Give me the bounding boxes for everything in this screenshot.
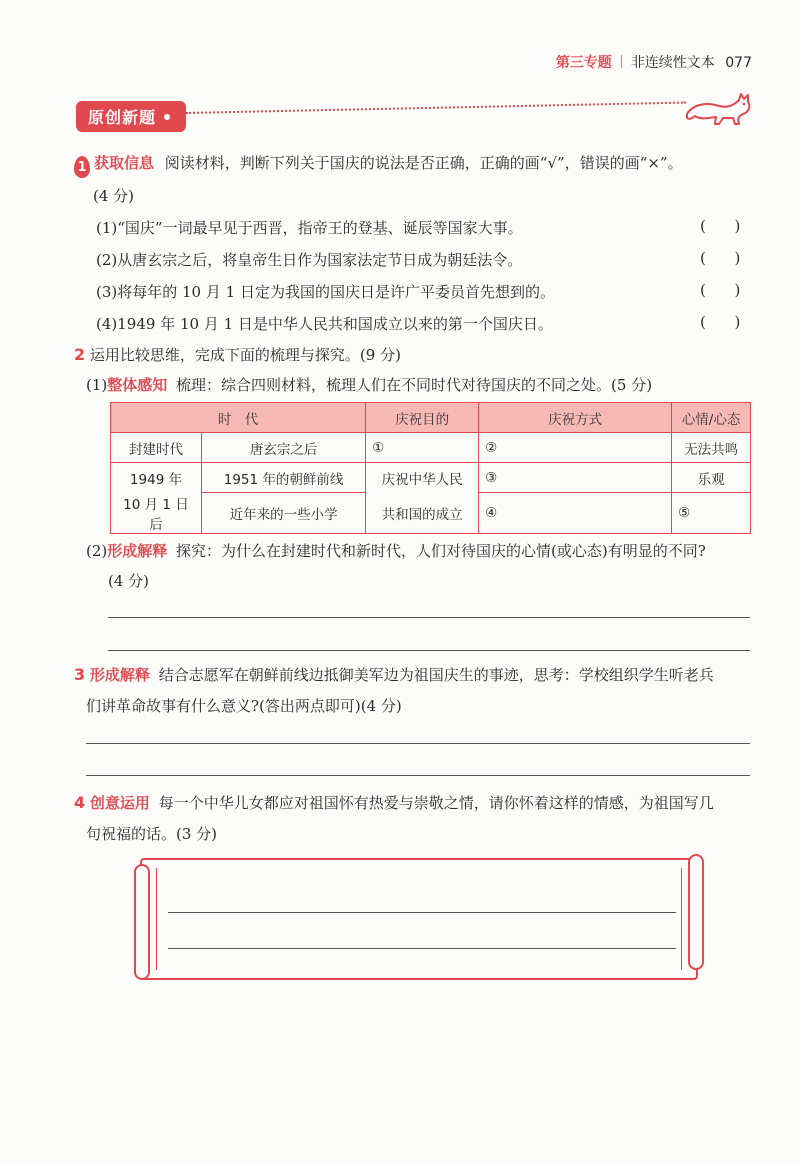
header-purpose: 庆祝目的 [366,403,479,433]
q1-tag: 获取信息 [94,154,155,172]
cell-method-blank[interactable]: ③ [479,463,672,493]
writing-scroll [140,858,698,980]
subject-label: 非连续性文本 [630,55,715,71]
q2-part2-score: (4 分) [108,572,150,590]
cat-icon [683,90,755,130]
q1-item-3: (3)将每年的 10 月 1 日定为我国的国庆日是许广平委员首先想到的。 [96,283,555,301]
q2-part2-prefix: (2) [86,542,108,560]
scroll-left-roll [134,864,150,980]
scroll-body [156,868,682,970]
answer-line[interactable] [86,775,750,776]
q4-line1: 每一个中华儿女都应对祖国怀有热爱与崇敬之情，请你怀着这样的情感，为祖国写几 [158,794,714,812]
q1-score: (4 分) [93,187,135,205]
answer-line[interactable] [86,743,750,744]
banner-dot [164,114,170,120]
q3-line2: 们讲革命故事有什么意义?(答出两点即可)(4 分) [86,697,402,715]
q2-part2-tag: 形成解释 [107,542,168,560]
table-row [111,433,751,463]
q2-stem [74,344,401,365]
banner-label: 原创新题 [88,108,157,127]
cell-era: 10 月 1 日后 [111,493,202,534]
scroll-right-roll [688,854,704,970]
cell-mood: 乐观 [672,463,751,493]
q4-tag: 创意运用 [89,794,150,812]
q2-part1 [86,374,652,395]
cell-purpose: 共和国的成立 [366,493,479,534]
cell-period: 唐玄宗之后 [202,433,366,463]
q1-item-2: (2)从唐玄宗之后，将皇帝生日作为国家法定节日成为朝廷法令。 [96,251,523,269]
cell-period: 近年来的一些小学 [202,493,366,534]
q2-part1-text: 梳理：综合四则材料，梳理人们在不同时代对待国庆的不同之处。(5 分) [176,376,653,394]
q2-number: 2 [74,345,86,364]
page-number: 077 [725,55,752,71]
cell-mood-blank[interactable]: ⑤ [672,493,751,534]
q4-number: 4 [74,793,86,812]
comparison-table [110,402,751,534]
header-divider [621,55,622,68]
q2-part2-text: 探究：为什么在封建时代和新时代，人们对待国庆的心情(或心态)有明显的不同? [176,542,706,560]
q3-number: 3 [74,665,86,684]
cell-method-blank[interactable]: ④ [479,493,672,534]
q4-line2: 句祝福的话。(3 分) [86,825,218,843]
cell-period: 1951 年的朝鲜前线 [202,463,366,493]
section-label: 第三专题 [555,55,612,71]
table-header-row [111,403,751,433]
q1-answer-paren-1[interactable]: ( ) [700,217,741,235]
cell-mood: 无法共鸣 [672,433,751,463]
table-row [111,463,751,493]
q3-line1: 结合志愿军在朝鲜前线边抵御美军边为祖国庆生的事迹，思考：学校组织学生听老兵 [158,666,714,684]
q2-part1-prefix: (1) [86,376,108,394]
q3-tag: 形成解释 [89,666,150,684]
cell-purpose-blank[interactable]: ① [366,433,479,463]
q2-stem-text: 运用比较思维，完成下面的梳理与探究。(9 分) [89,346,401,364]
q1-answer-paren-3[interactable]: ( ) [700,281,741,299]
q4-stem [74,792,714,813]
answer-line[interactable] [168,948,676,949]
cell-purpose: 庆祝中华人民 [366,463,479,493]
q1-number: 1 [74,156,90,178]
header-mood: 心情/心态 [672,403,751,433]
q1-item-4: (4)1949 年 10 月 1 日是中华人民共和国成立以来的第一个国庆日。 [96,315,553,333]
q2-part2 [86,540,706,561]
cell-era: 封建时代 [111,433,202,463]
cell-method-blank[interactable]: ② [479,433,672,463]
table-row [111,493,751,534]
q1-item-1: (1)“国庆”一词最早见于西晋，指帝王的登基、诞辰等国家大事。 [96,219,523,237]
q2-part1-tag: 整体感知 [107,376,168,394]
cell-era: 1949 年 [111,463,202,493]
q1-answer-paren-2[interactable]: ( ) [700,249,741,267]
q3-stem [74,664,714,685]
answer-line[interactable] [168,912,676,913]
header-era: 时 代 [111,403,366,433]
banner-dotted-line [186,102,686,114]
page-header [556,52,752,72]
q1-answer-paren-4[interactable]: ( ) [700,313,741,331]
header-method: 庆祝方式 [479,403,672,433]
answer-line[interactable] [108,617,750,618]
section-banner [76,101,186,132]
q1-stem-text: 阅读材料，判断下列关于国庆的说法是否正确，正确的画“√”，错误的画“×”。 [164,154,683,172]
q1-stem [74,152,683,178]
answer-line[interactable] [108,650,750,651]
